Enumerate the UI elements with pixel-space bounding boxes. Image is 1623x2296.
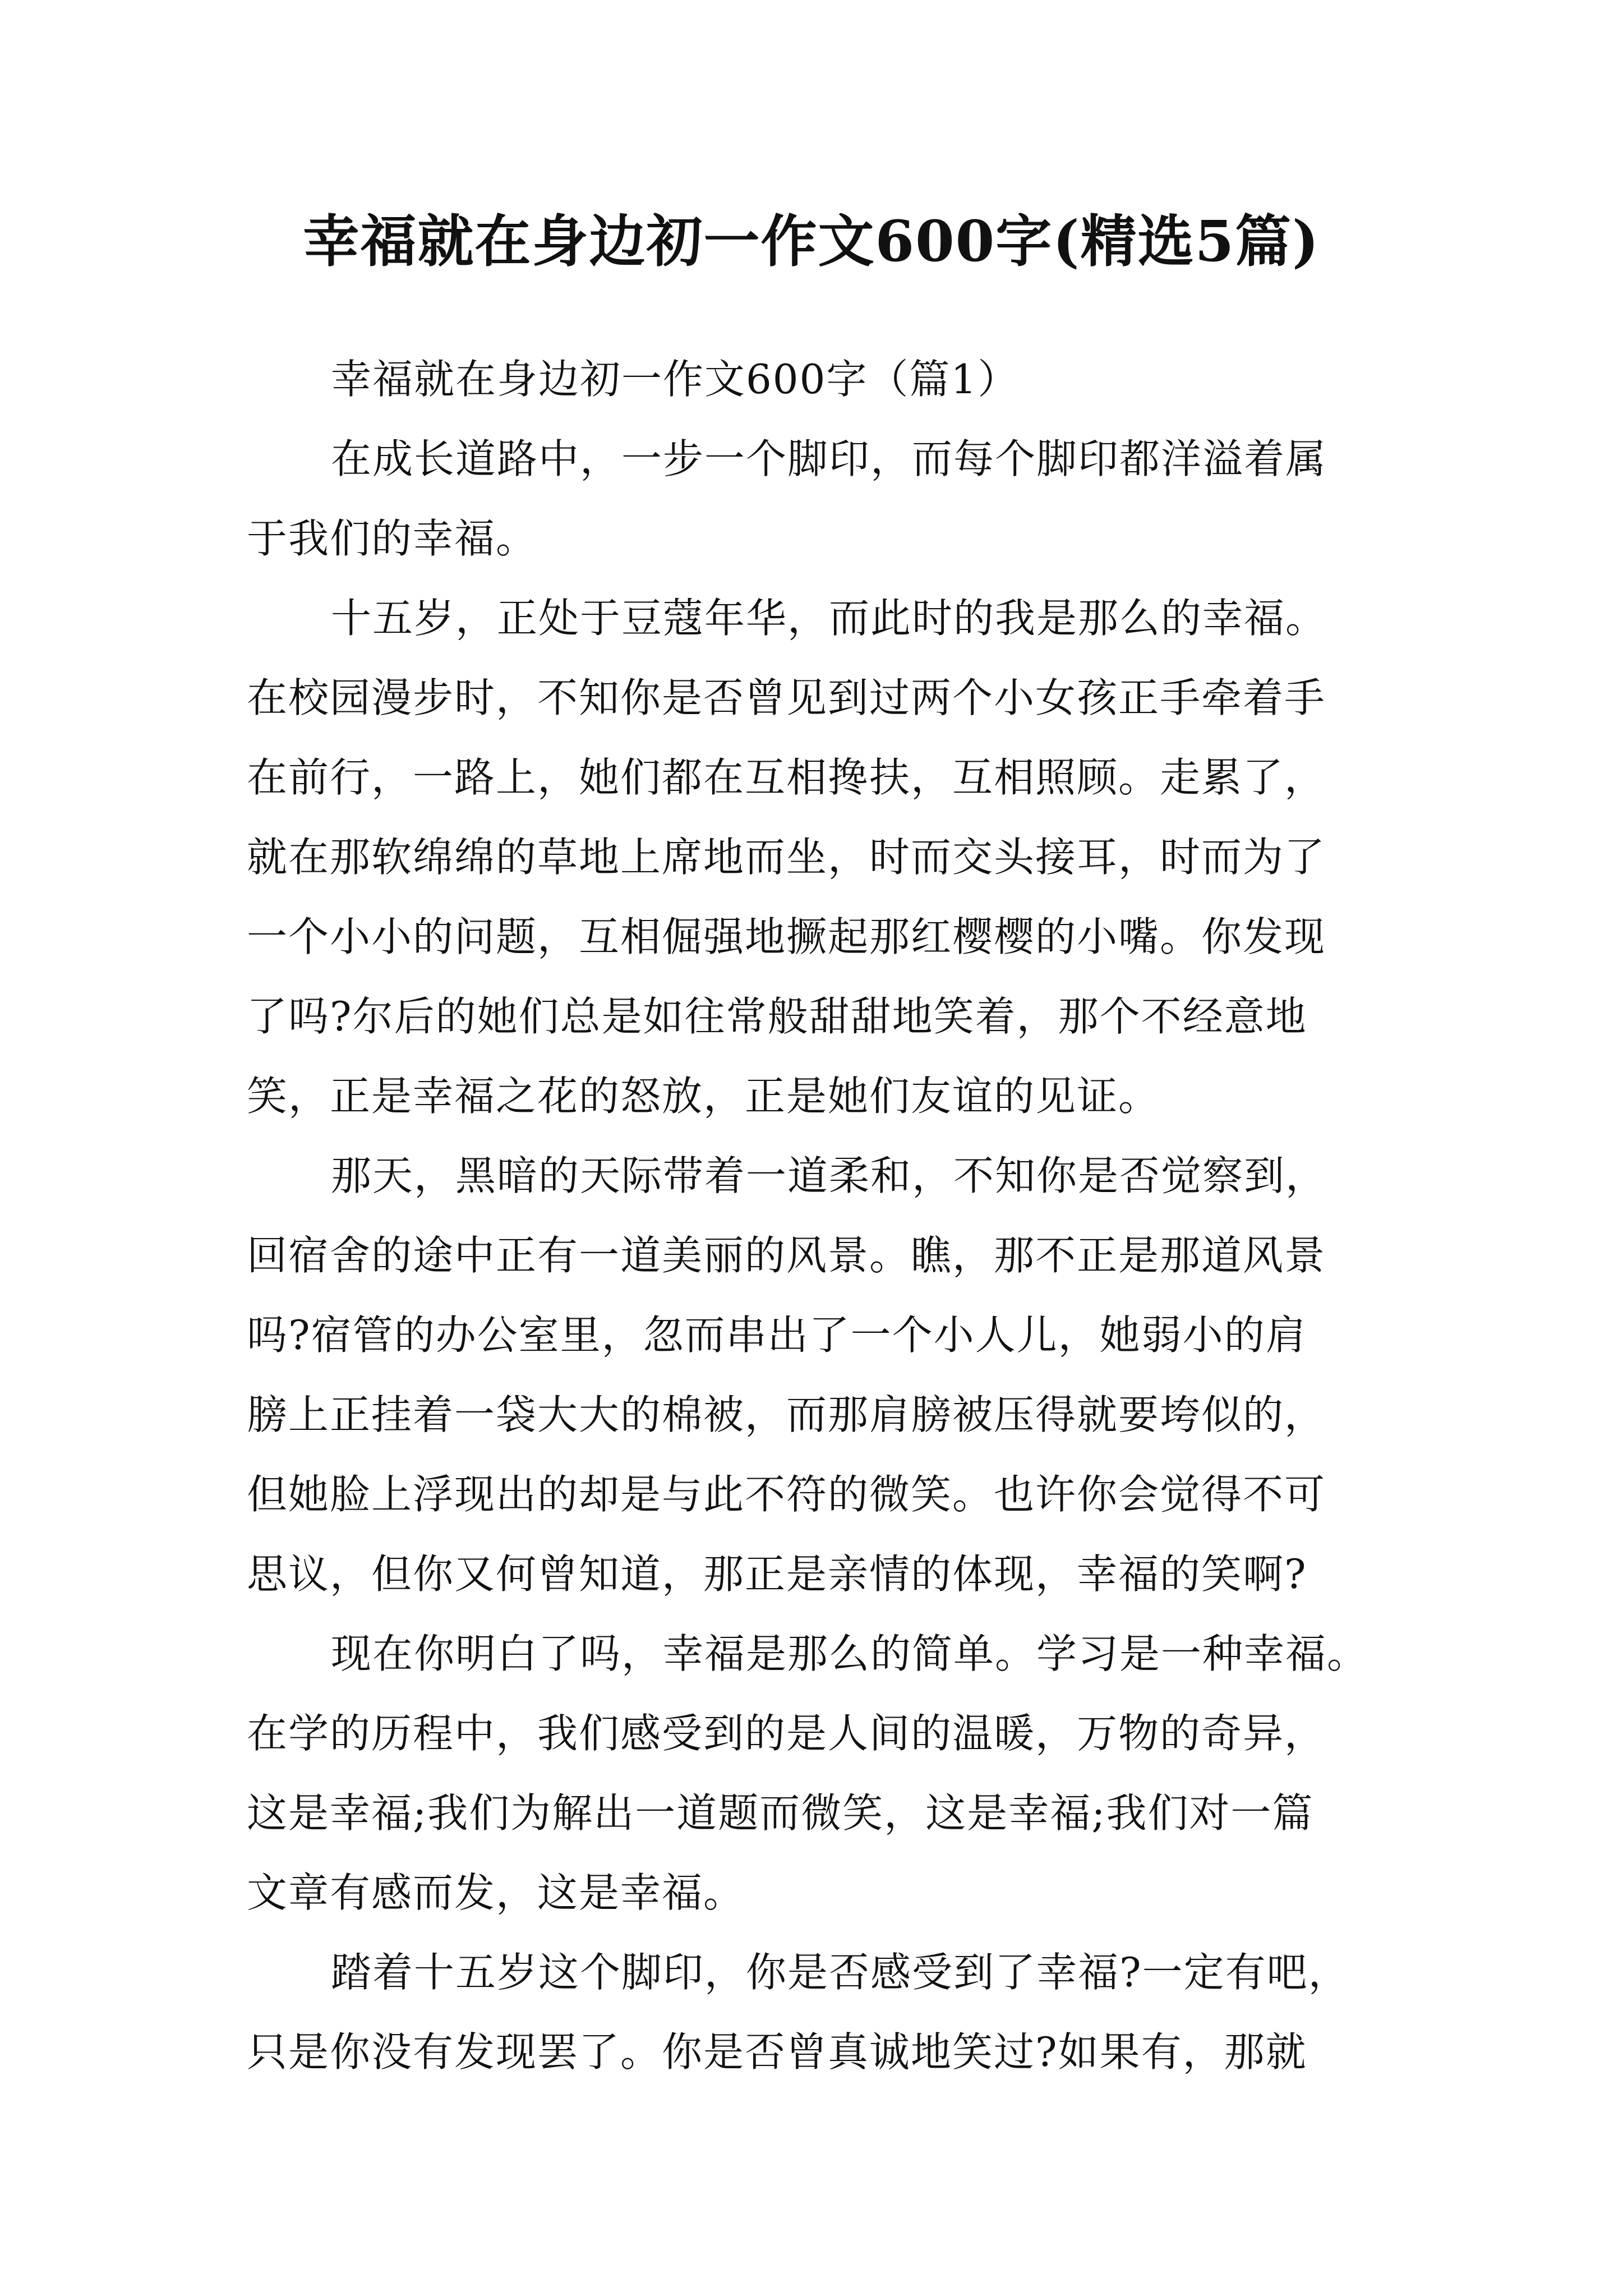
text-line: 就在那软绵绵的草地上席地而坐，时而交头接耳，时而为了 — [247, 834, 1326, 881]
text-line: 在前行，一路上，她们都在互相搀扶，互相照顾。走累了， — [247, 754, 1326, 801]
text-line: 思议，但你又何曾知道，那正是亲情的体现，幸福的笑啊? — [247, 1550, 1307, 1598]
text-line: 吗?宿管的办公室里，忽而串出了一个小人儿，她弱小的肩 — [247, 1312, 1307, 1359]
text-line: 那天，黑暗的天际带着一道柔和，不知你是否觉察到， — [331, 1152, 1327, 1199]
text-line: 十五岁，正处于豆蔻年华，而此时的我是那么的幸福。 — [331, 595, 1327, 642]
text-line: 但她脸上浮现出的却是与此不符的微笑。也许你会觉得不可 — [247, 1471, 1326, 1518]
text-line: 在学的历程中，我们感受到的是人间的温暖，万物的奇异， — [247, 1710, 1326, 1757]
text-line: 只是你没有发现罢了。你是否曾真诚地笑过?如果有，那就 — [247, 2028, 1307, 2076]
text-line: 一个小小的问题，互相倔强地撅起那红樱樱的小嘴。你发现 — [247, 913, 1326, 960]
text-line: 在校园漫步时，不知你是否曾见到过两个小女孩正手牵着手 — [247, 674, 1326, 721]
text-line: 回宿舍的途中正有一道美丽的风景。瞧，那不正是那道风景 — [247, 1232, 1326, 1279]
text-line: 现在你明白了吗，幸福是那么的简单。学习是一种幸福。 — [331, 1630, 1369, 1677]
text-line: 膀上正挂着一袋大大的棉被，而那肩膀被压得就要垮似的， — [247, 1391, 1326, 1438]
document-body — [247, 339, 1391, 2092]
text-line: 这是幸福;我们为解出一道题而微笑，这是幸福;我们对一篇 — [247, 1789, 1314, 1837]
text-line: 幸福就在身边初一作文600字（篇1） — [331, 356, 1020, 403]
text-line: 在成长道路中，一步一个脚印，而每个脚印都洋溢着属 — [331, 435, 1327, 482]
text-line: 踏着十五岁这个脚印，你是否感受到了幸福?一定有吧， — [331, 1949, 1350, 1996]
text-line: 于我们的幸福。 — [247, 515, 538, 562]
text-line: 了吗?尔后的她们总是如往常般甜甜地笑着，那个不经意地 — [247, 993, 1307, 1040]
document-title: 幸福就在身边初一作文600字(精选5篇) — [303, 208, 1320, 274]
text-line: 文章有感而发，这是幸福。 — [247, 1869, 745, 1916]
text-line: 笑，正是幸福之花的怒放，正是她们友谊的见证。 — [247, 1073, 1160, 1120]
